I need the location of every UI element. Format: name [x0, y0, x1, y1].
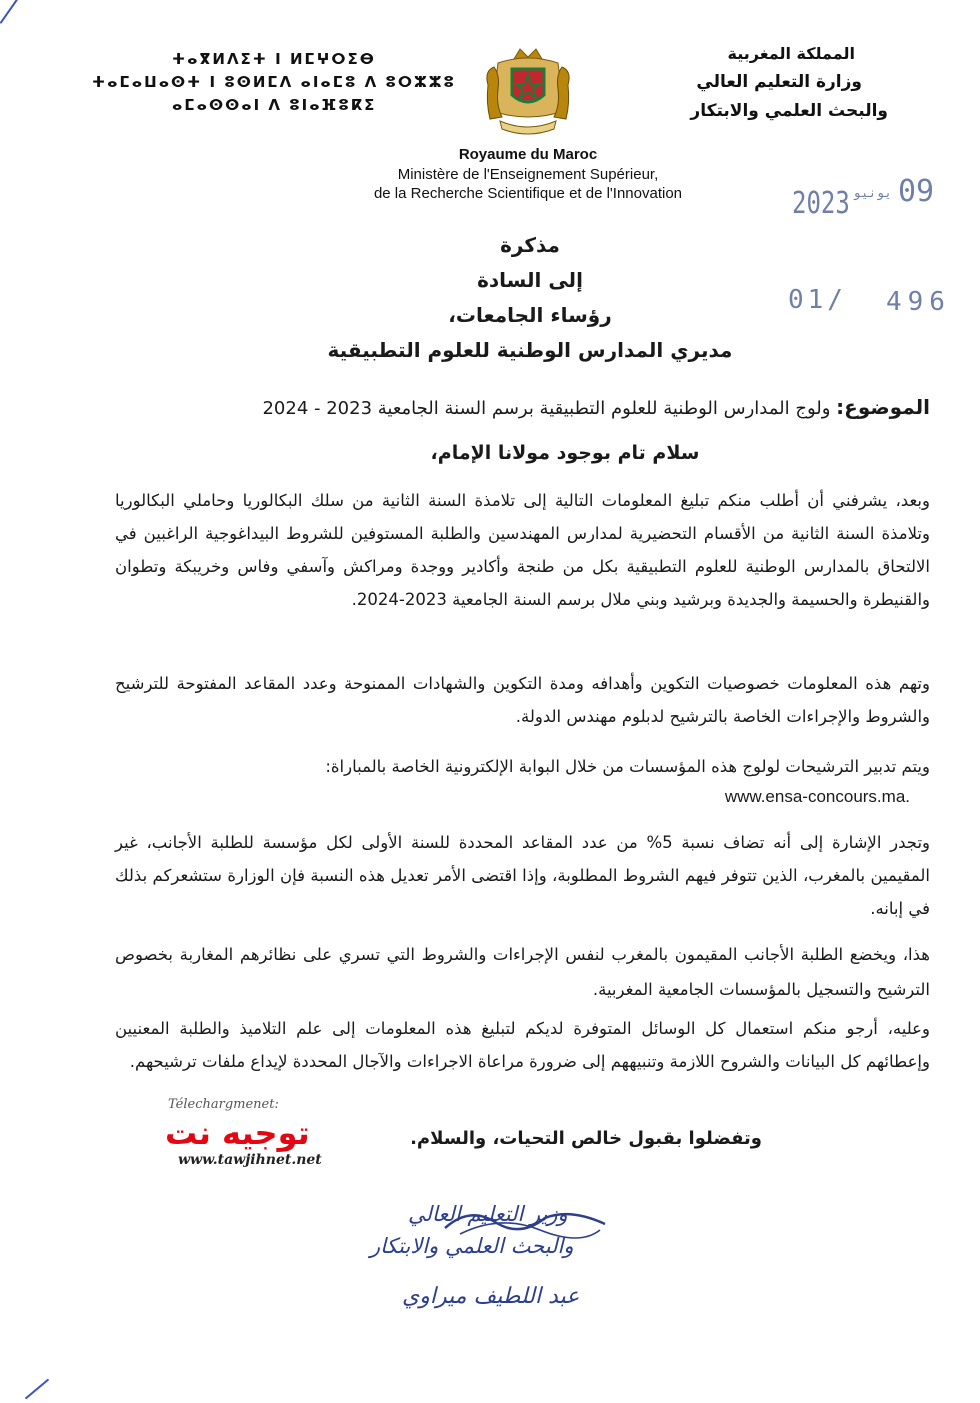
- tifinagh-line-1: ⵜⴰⴳⵍⴷⵉⵜ ⵏ ⵍⵎⵖⵔⵉⴱ: [172, 50, 376, 68]
- memo-recipient-1: رؤساء الجامعات،: [448, 303, 612, 327]
- french-ministry-line-1: Ministère de l'Enseignement Supérieur,: [397, 166, 659, 183]
- arabic-kingdom: المملكة المغربية: [727, 44, 855, 63]
- signatory-name: عبد اللطيف ميراوي: [402, 1284, 580, 1309]
- signature-title-line-2: والبحث العلمي والابتكار: [370, 1234, 574, 1258]
- french-ministry-line-2: de la Recherche Scientifique et de l'Innovation: [373, 185, 683, 202]
- body-paragraph-2: وتهم هذه المعلومات خصوصيات التكوين وأهدافه ومدة التكوين والشهادات الممنوحة وعدد المقاعد المفتوحة للترشيح والشروط والإجراءات الخاصة بالترشيح لدبلوم مهندس الدولة.: [115, 674, 930, 726]
- tifinagh-line-3: ⴰⵎⴰⵙⵙⴰⵏ ⴷ ⵓⵏⴰⴼⵓⴽⵉ: [172, 96, 377, 114]
- subject-text: ولوج المدارس الوطنية للعلوم التطبيقية برسم السنة الجامعية 2023 - 2024: [262, 398, 837, 419]
- tifinagh-line-2: ⵜⴰⵎⴰⵡⴰⵙⵜ ⵏ ⵓⵙⵍⵎⴷ ⴰⵏⴰⵎⵓ ⴷ ⵓⵔⵣⵣⵓ: [92, 73, 456, 91]
- greeting: سلام تام بوجود مولانا الإمام،: [430, 442, 700, 464]
- memo-to: إلى السادة: [477, 268, 583, 292]
- subject-label: الموضوع:: [836, 395, 930, 419]
- body-paragraph-3: ويتم تدبير الترشيحات لولوج هذه المؤسسات من خلال البوابة الإلكترونية الخاصة بالمباراة:: [325, 757, 930, 776]
- signature-title-line-1: وزير التعليم العالي: [408, 1202, 568, 1226]
- french-title: Royaume du Maroc: [458, 146, 598, 163]
- handwritten-signature: [440, 1200, 610, 1240]
- stamp-month: يونيو: [853, 186, 893, 201]
- memo-recipient-2: مديري المدارس الوطنية للعلوم التطبيقية: [327, 338, 733, 362]
- stamp-ref-left: 01/: [788, 285, 847, 315]
- stamp-ref-right: 496: [886, 287, 951, 317]
- watermark-label: Télechargmenet:: [168, 1097, 279, 1112]
- arabic-ministry-2: والبحث العلمي والابتكار: [690, 101, 888, 121]
- closing-line: وتفضلوا بقبول خالص التحيات، والسلام.: [410, 1128, 762, 1149]
- watermark-url[interactable]: www.tawjihnet.net: [178, 1152, 322, 1168]
- body-paragraph-4: وتجدر الإشارة إلى أنه تضاف نسبة 5% من عدد المقاعد المحددة للسنة الأولى لكل مؤسسة للطلبة الأجانب، غير المقيمين بالمغرب، الذين تتوفر فيهم الشروط المطلوبة، وإذا اقتضى الأمر تعديل هذه النسبة فإن الوزارة ستشعركم بذلك في إبانه.: [115, 833, 931, 918]
- memo-type: مذكرة: [500, 233, 560, 257]
- watermark-brand: توجيه نت: [165, 1114, 310, 1152]
- pen-mark-top: [0, 0, 18, 24]
- body-paragraph-6: وعليه، أرجو منكم استعمال كل الوسائل المتوفرة لديكم لتبليغ هذه المعلومات إلى علم التلاميذ والطلبة المعنيين وإعطائهم كل البيانات والشروح اللازمة وتنبيههم إلى ضرورة مراعاة الاجراءات والآجال المحددة لإيداع ملفات ترشيحهم.: [115, 1019, 930, 1071]
- body-paragraph-5: هذا، ويخضع الطلبة الأجانب المقيمون بالمغرب لنفس الإجراءات والشروط التي تسري على نظائرهم المغاربة بخصوص الترشيح والتسجيل بالمؤسسات الجامعية المغربية.: [115, 945, 930, 999]
- subject-line: [262, 395, 930, 419]
- stamp-year: 2023: [792, 186, 850, 221]
- royal-coat-of-arms-emblem: [482, 45, 574, 137]
- stamp-day: 09: [898, 174, 935, 209]
- portal-url-link[interactable]: www.ensa-concours.ma.: [724, 787, 910, 806]
- arabic-ministry: وزارة التعليم العالي: [696, 72, 862, 92]
- body-paragraph-1: وبعد، يشرفني أن أطلب منكم تبليغ المعلومات التالية إلى تلامذة السنة الثانية من سلك البكالوريا وحاملي البكالوريا وتلامذة السنة الثانية من الأقسام التحضيرية لمدارس المهندسين والطلبة المستوفين للشروط البيداغوجية الراغبين في الالتحاق بالمدارس الوطنية للعلوم التطبيقية بكل من طنجة وأكادير ووجدة ومراكش وآسفي وفاس وخريبكة وتطوان والقنيطرة والحسيمة والجديدة وبرشيد وبني ملال برسم السنة الجامعية 2023-2024.: [115, 491, 930, 609]
- pen-mark-bottom: [25, 1379, 49, 1400]
